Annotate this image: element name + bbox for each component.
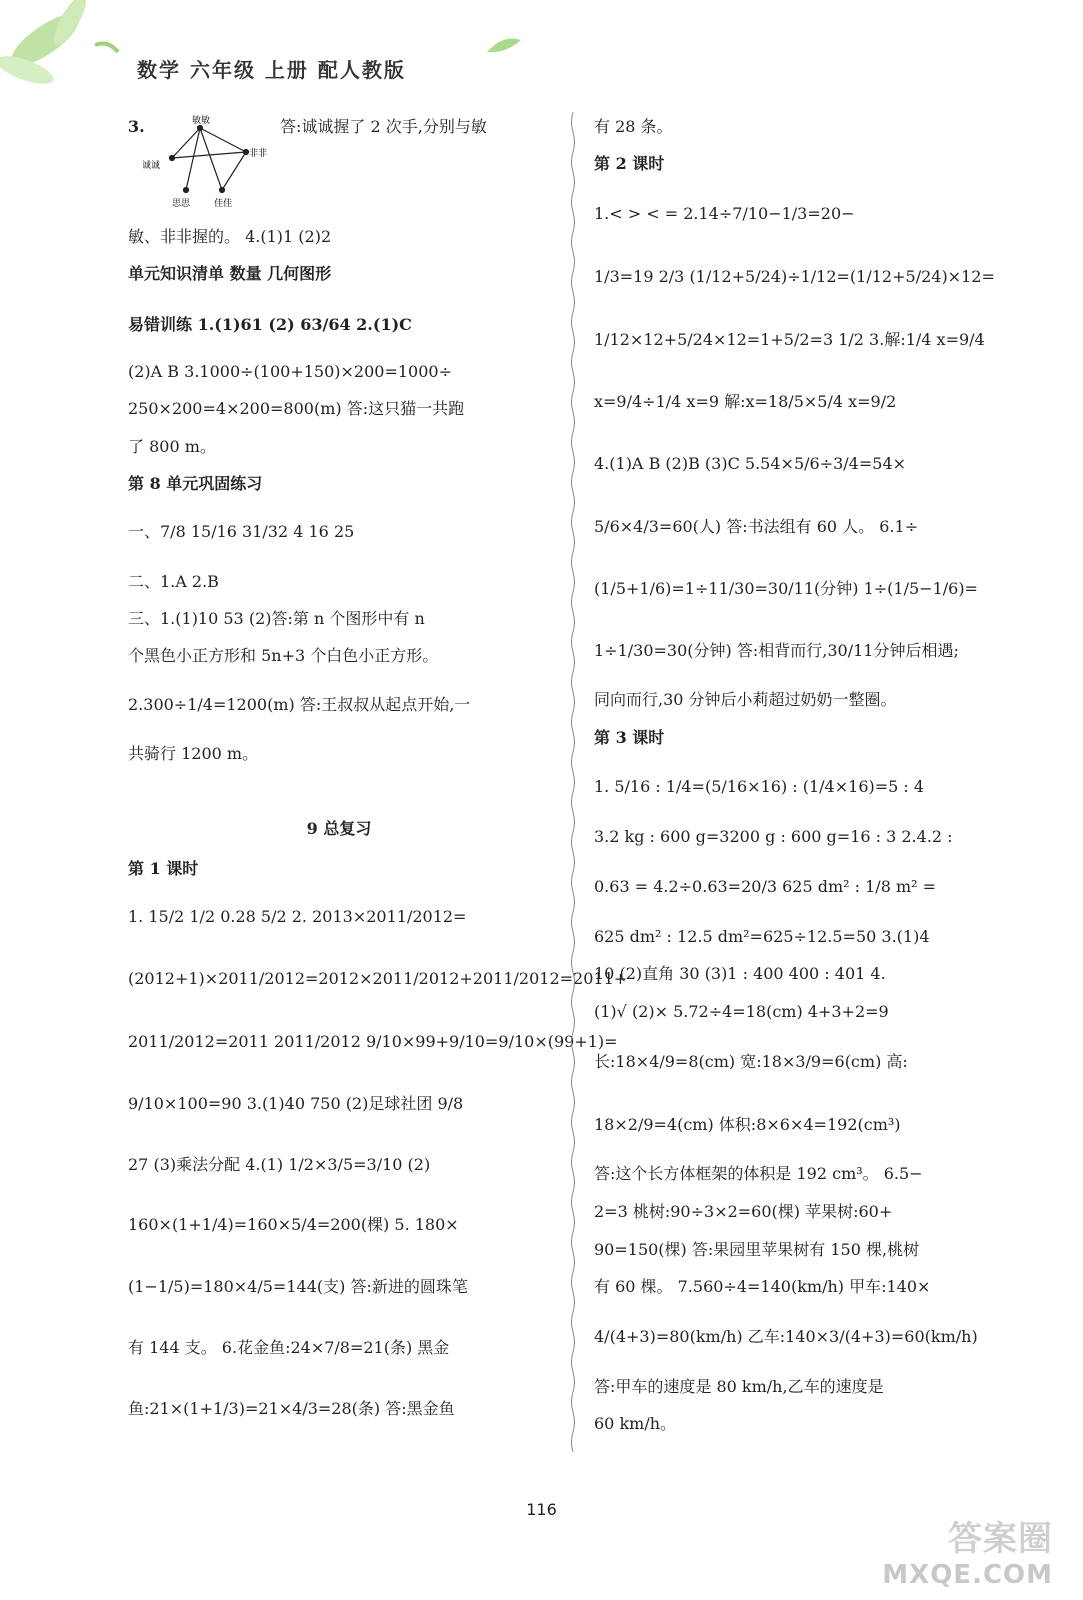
answer-line: (1)√ (2)× 5.72÷4=18(cm) 4+3+2=9: [594, 1002, 889, 1021]
page-number: 116: [526, 1500, 557, 1519]
answer-line: 长:18×4/9=8(cm) 宽:18×3/9=6(cm) 高:: [594, 1052, 908, 1071]
answer-line: (1−1/5)=180×4/5=144(支) 答:新进的圆珠笔: [128, 1277, 468, 1296]
page-header: [0, 0, 1083, 100]
answer-line: 1.< > < = 2.14÷7/10−1/3=20−: [594, 204, 855, 223]
answer-line: 1/12×12+5/24×12=1+5/2=3 1/2 3.解:1/4 x=9/4: [594, 330, 985, 349]
answer-line: 625 dm² : 12.5 dm²=625÷12.5=50 3.(1)4: [594, 927, 930, 946]
answer-line: 60 km/h。: [594, 1414, 677, 1433]
answer-line: 一、7/8 15/16 31/32 4 16 25: [128, 522, 355, 541]
answer-line: 答:这个长方体框架的体积是 192 cm³。 6.5−: [594, 1164, 923, 1183]
answer-line: 3.2 kg : 600 g=3200 g : 600 g=16 : 3 2.4.2 :: [594, 827, 953, 846]
answer-line: 0.63 = 4.2÷0.63=20/3 625 dm² : 1/8 m² =: [594, 877, 937, 896]
diagram-node-label: 思思: [172, 199, 191, 209]
section-heading: 易错训练 1.(1)61 (2) 63/64 2.(1)C: [128, 315, 412, 334]
section-heading: 第 8 单元巩固练习: [128, 474, 263, 493]
leaf-icon: [485, 32, 525, 62]
section-heading: 第 3 课时: [594, 728, 665, 747]
answer-line: 答:甲车的速度是 80 km/h,乙车的速度是: [594, 1377, 884, 1396]
answer-line: (1/5+1/6)=1÷11/30=30/11(分钟) 1÷(1/5−1/6)=: [594, 579, 978, 598]
answer-line: 二、1.A 2.B: [128, 572, 219, 591]
answer-line: 3.: [128, 117, 145, 136]
answer-line: 敏、非非握的。 4.(1)1 (2)2: [128, 227, 332, 246]
answer-line: (2)A B 3.1000÷(100+150)×200=1000÷: [128, 362, 452, 381]
answer-line: 9/10×100=90 3.(1)40 750 (2)足球社团 9/8: [128, 1094, 464, 1113]
answer-line: 18×2/9=4(cm) 体积:8×6×4=192(cm³): [594, 1115, 901, 1134]
diagram-node-label: 非非: [249, 149, 268, 159]
section-heading: 第 2 课时: [594, 154, 665, 173]
answer-line: 1÷1/30=30(分钟) 答:相背而行,30/11分钟后相遇;: [594, 641, 959, 660]
answer-line: 1. 5/16 : 1/4=(5/16×16) : (1/4×16)=5 : 4: [594, 777, 925, 796]
answer-line: 有 144 支。 6.花金鱼:24×7/8=21(条) 黑金: [128, 1338, 450, 1357]
column-divider: [570, 112, 576, 1462]
answer-line: 4/(4+3)=80(km/h) 乙车:140×3/(4+3)=60(km/h): [594, 1327, 978, 1346]
diagram-node-label: 敏敏: [192, 116, 211, 126]
answer-line: x=9/4÷1/4 x=9 解:x=18/5×5/4 x=9/2: [594, 392, 897, 411]
handshake-diagram: [142, 114, 272, 214]
section-heading: 9 总复习: [306, 819, 372, 838]
answer-line: 有 60 棵。 7.560÷4=140(km/h) 甲车:140×: [594, 1277, 931, 1296]
answer-line: 1/3=19 2/3 (1/12+5/24)÷1/12=(1/12+5/24)×12=: [594, 267, 995, 286]
answer-line: 2=3 桃树:90÷3×2=60(棵) 苹果树:60+: [594, 1202, 893, 1221]
page-title: 数学 六年级 上册 配人教版: [137, 58, 406, 82]
answer-line: 有 28 条。: [594, 117, 673, 136]
answer-line: 答:诚诚握了 2 次手,分别与敏: [280, 117, 487, 136]
answer-line: 共骑行 1200 m。: [128, 744, 259, 763]
section-heading: 第 1 课时: [128, 859, 199, 878]
answer-line: 10 (2)直角 30 (3)1 : 400 400 : 401 4.: [594, 964, 886, 983]
answer-line: (2012+1)×2011/2012=2012×2011/2012+2011/2012=2011+: [128, 969, 628, 988]
bamboo-leaf-decoration: [0, 0, 200, 100]
answer-line: 2011/2012=2011 2011/2012 9/10×99+9/10=9/10×(99+1)=: [128, 1032, 618, 1051]
watermark-logo-text: 答案圈: [948, 1519, 1053, 1559]
answer-line: 个黑色小正方形和 5n+3 个白色小正方形。: [128, 646, 439, 665]
watermark-url: MXQE.COM: [882, 1560, 1053, 1590]
answer-line: 鱼:21×(1+1/3)=21×4/3=28(条) 答:黑金鱼: [128, 1399, 455, 1418]
answer-line: 90=150(棵) 答:果园里苹果树有 150 棵,桃树: [594, 1240, 920, 1259]
answer-line: 160×(1+1/4)=160×5/4=200(棵) 5. 180×: [128, 1215, 459, 1234]
section-heading: 单元知识清单 数量 几何图形: [128, 264, 332, 283]
answer-line: 27 (3)乘法分配 4.(1) 1/2×3/5=3/10 (2): [128, 1155, 431, 1174]
answer-line: 4.(1)A B (2)B (3)C 5.54×5/6÷3/4=54×: [594, 454, 907, 473]
answer-line: 2.300÷1/4=1200(m) 答:王叔叔从起点开始,一: [128, 695, 471, 714]
answer-line: 了 800 m。: [128, 437, 216, 456]
answer-line: 同向而行,30 分钟后小莉超过奶奶一整圈。: [594, 690, 897, 709]
diagram-node-label: 诚诚: [142, 161, 161, 171]
answer-line: 三、1.(1)10 53 (2)答:第 n 个图形中有 n: [128, 609, 425, 628]
answer-line: 250×200=4×200=800(m) 答:这只猫一共跑: [128, 399, 465, 418]
watermark: [882, 1511, 1053, 1590]
answer-line: 1. 15/2 1/2 0.28 5/2 2. 2013×2011/2012=: [128, 907, 467, 926]
diagram-node-label: 佳佳: [214, 199, 233, 209]
answer-line: 5/6×4/3=60(人) 答:书法组有 60 人。 6.1÷: [594, 517, 919, 536]
